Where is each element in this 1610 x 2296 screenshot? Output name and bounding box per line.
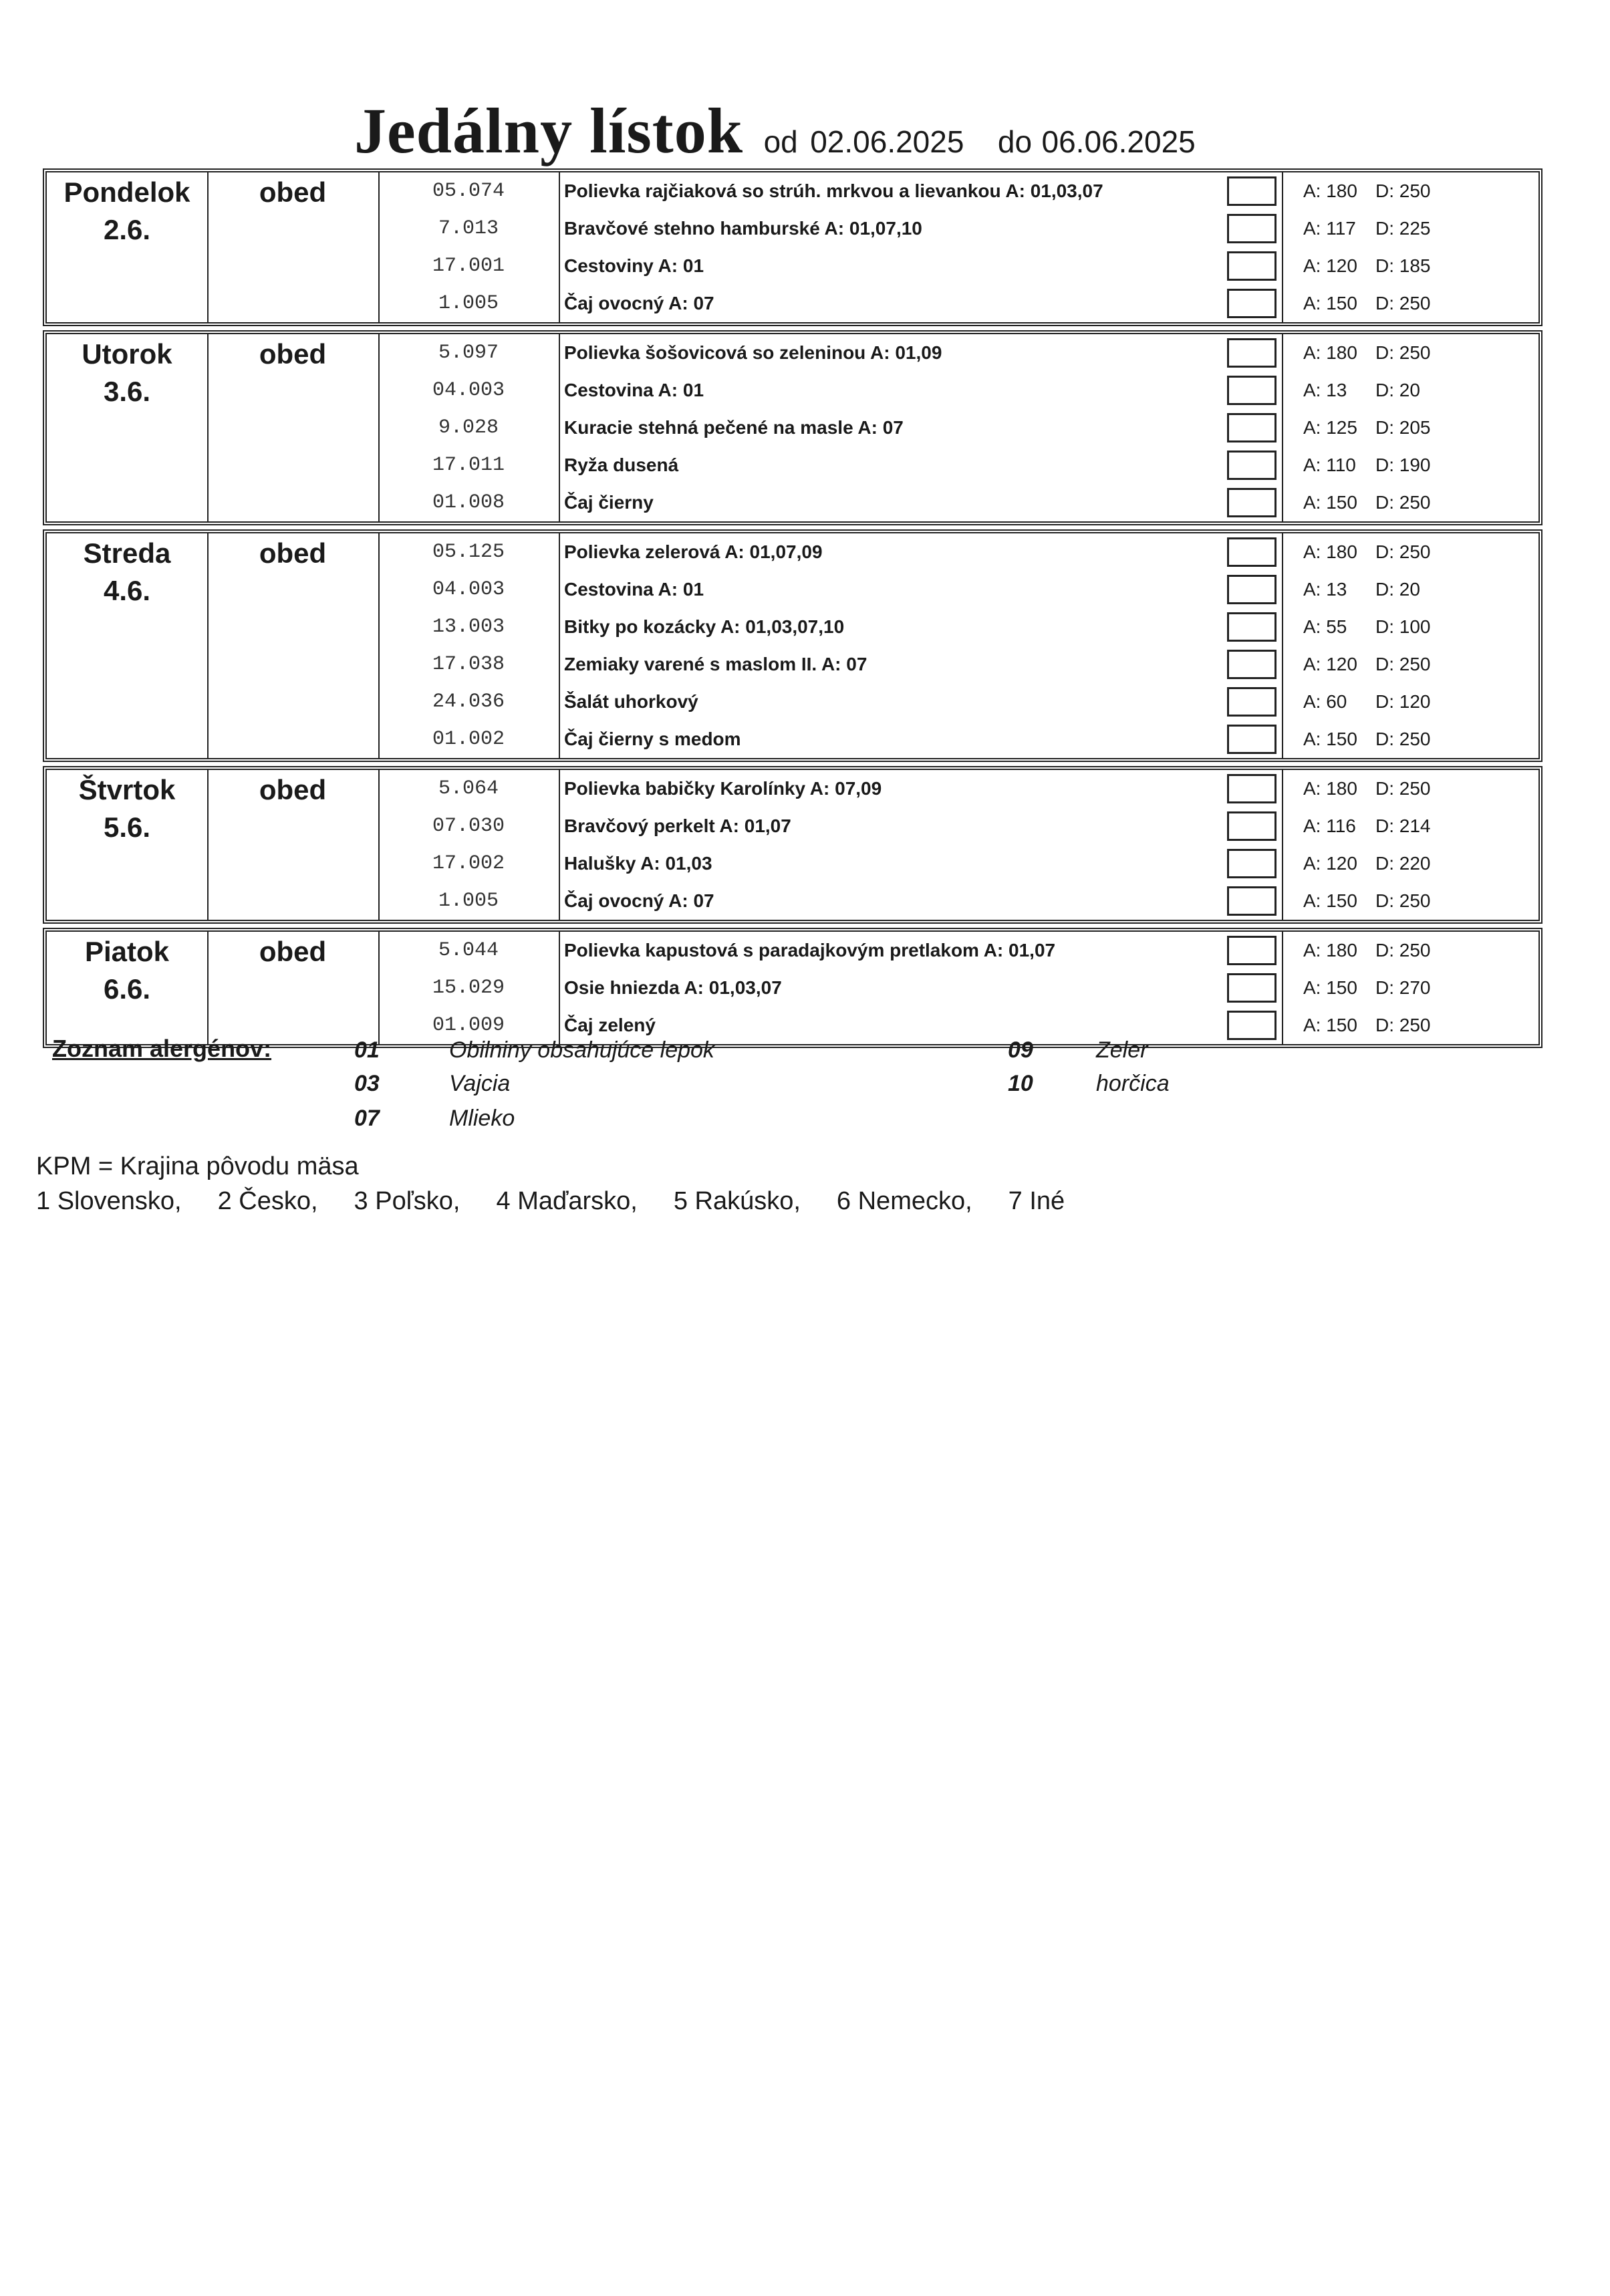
day-date: 4.6. [103, 575, 151, 606]
kpm-definition: KPM = Krajina pôvodu mäsa [36, 1152, 359, 1180]
to-label: do [997, 124, 1033, 159]
portion-adult: A: 150 [1303, 890, 1357, 911]
order-checkbox[interactable] [1227, 214, 1277, 243]
portion-sizes [1303, 882, 1431, 920]
order-checkbox[interactable] [1227, 725, 1277, 754]
portion-adult: A: 180 [1303, 940, 1357, 961]
portion-child: D: 214 [1375, 815, 1431, 836]
day-cell [47, 334, 209, 521]
dish-name: Osie hniezda A: 01,03,07 [564, 977, 782, 998]
portion-sizes [1303, 172, 1431, 210]
item-code: 15.029 [378, 969, 560, 1007]
menu-item-row [378, 409, 1538, 447]
portion-child: D: 100 [1375, 616, 1431, 637]
menu-item-row [378, 210, 1538, 247]
dish-name: Cestovina A: 01 [564, 579, 704, 600]
day-cell [47, 932, 209, 1044]
menu-item-row [378, 571, 1538, 608]
meal-cell [207, 932, 380, 1044]
meal-type: obed [259, 338, 327, 370]
portion-adult: A: 116 [1303, 815, 1356, 836]
order-checkbox[interactable] [1227, 338, 1277, 368]
column-divider [1282, 770, 1283, 807]
kpm-country: 5 Rakúsko, [673, 1187, 801, 1215]
dish-name: Čaj zelený [564, 1015, 656, 1035]
meal-cell [207, 770, 380, 920]
portion-sizes [1303, 770, 1431, 807]
day-name: Streda [83, 537, 171, 569]
portion-adult: A: 150 [1303, 729, 1357, 749]
dish-name: Halušky A: 01,03 [564, 853, 712, 874]
allergen-code: 01 [354, 1037, 380, 1063]
order-checkbox[interactable] [1227, 488, 1277, 517]
order-checkbox[interactable] [1227, 849, 1277, 878]
dish-name: Čaj čierny [564, 492, 654, 513]
allergen-name: horčica [1096, 1071, 1170, 1096]
day-name: Piatok [84, 936, 170, 967]
kpm-country: 1 Slovensko, [36, 1187, 182, 1215]
column-divider [1282, 334, 1283, 372]
day-date: 3.6. [103, 376, 151, 407]
portion-child: D: 205 [1375, 417, 1431, 438]
portion-child: D: 190 [1375, 455, 1431, 475]
portion-sizes [1303, 969, 1431, 1007]
meal-type: obed [259, 936, 327, 967]
item-code: 04.003 [378, 372, 560, 409]
order-checkbox[interactable] [1227, 251, 1277, 281]
allergen-name: Vajcia [449, 1071, 511, 1096]
column-divider [1282, 608, 1283, 646]
menu-table [43, 168, 1542, 1052]
column-divider [1282, 882, 1283, 920]
portion-adult: A: 55 [1303, 616, 1347, 637]
item-code: 05.074 [378, 172, 560, 210]
meal-type: obed [259, 774, 327, 805]
portion-adult: A: 110 [1303, 455, 1356, 475]
portion-child: D: 250 [1375, 541, 1431, 562]
portion-child: D: 250 [1375, 342, 1431, 363]
item-code: 17.038 [378, 646, 560, 683]
menu-item-row [378, 372, 1538, 409]
column-divider [1282, 484, 1283, 521]
portion-sizes [1303, 285, 1431, 322]
column-divider [1282, 646, 1283, 683]
item-code: 07.030 [378, 807, 560, 845]
kpm-country: 4 Maďarsko, [496, 1187, 638, 1215]
item-code: 1.005 [378, 882, 560, 920]
item-code: 9.028 [378, 409, 560, 447]
order-checkbox[interactable] [1227, 774, 1277, 803]
column-divider [1282, 1007, 1283, 1044]
kpm-country: 3 Poľsko, [354, 1187, 460, 1215]
portion-sizes [1303, 447, 1431, 484]
dish-name: Polievka kapustová s paradajkovým pretlakom A: 01,07 [564, 940, 1056, 961]
column-divider [1282, 409, 1283, 447]
order-checkbox[interactable] [1227, 289, 1277, 318]
dish-name: Zemiaky varené s maslom II. A: 07 [564, 654, 867, 674]
item-code: 04.003 [378, 571, 560, 608]
menu-item-row [378, 334, 1538, 372]
portion-adult: A: 150 [1303, 293, 1357, 313]
dish-name: Ryža dusená [564, 455, 679, 475]
item-code: 5.097 [378, 334, 560, 372]
day-name: Utorok [82, 338, 172, 370]
portion-adult: A: 180 [1303, 180, 1357, 201]
menu-item-row [378, 646, 1538, 683]
column-divider [1282, 969, 1283, 1007]
day-block [43, 168, 1542, 326]
kpm-country-list [36, 1187, 1101, 1216]
portion-sizes [1303, 571, 1420, 608]
portion-adult: A: 13 [1303, 579, 1347, 600]
column-divider [1282, 845, 1283, 882]
meal-cell [207, 334, 380, 521]
portion-adult: A: 150 [1303, 492, 1357, 513]
item-code: 01.002 [378, 721, 560, 758]
menu-item-row [378, 484, 1538, 521]
allergen-list-title: Zoznam alergénov: [52, 1035, 272, 1062]
day-block [43, 330, 1542, 525]
portion-child: D: 185 [1375, 255, 1431, 276]
order-checkbox[interactable] [1227, 973, 1277, 1003]
portion-adult: A: 150 [1303, 1015, 1357, 1035]
column-divider [1282, 932, 1283, 969]
menu-item-row [378, 608, 1538, 646]
allergen-name: Obilniny obsahujúce lepok [449, 1037, 714, 1063]
portion-adult: A: 60 [1303, 691, 1347, 712]
portion-adult: A: 150 [1303, 977, 1357, 998]
dish-name: Bitky po kozácky A: 01,03,07,10 [564, 616, 845, 637]
day-block [43, 928, 1542, 1048]
portion-adult: A: 13 [1303, 380, 1347, 400]
order-checkbox[interactable] [1227, 936, 1277, 965]
dish-name: Čaj ovocný A: 07 [564, 890, 714, 911]
dish-name: Polievka šošovicová so zeleninou A: 01,09 [564, 342, 942, 363]
dish-name: Čaj ovocný A: 07 [564, 293, 714, 313]
portion-adult: A: 180 [1303, 778, 1357, 799]
portion-adult: A: 120 [1303, 654, 1357, 674]
menu-item-row [378, 447, 1538, 484]
column-divider [1282, 807, 1283, 845]
item-code: 1.005 [378, 285, 560, 322]
portion-child: D: 250 [1375, 729, 1431, 749]
portion-child: D: 250 [1375, 293, 1431, 313]
portion-sizes [1303, 646, 1431, 683]
menu-item-row [378, 683, 1538, 721]
allergen-code: 10 [1008, 1071, 1033, 1096]
order-checkbox[interactable] [1227, 1011, 1277, 1040]
header [354, 94, 1196, 174]
order-checkbox[interactable] [1227, 413, 1277, 442]
allergen-name: Mlieko [449, 1106, 515, 1131]
day-cell [47, 533, 209, 758]
portion-adult: A: 180 [1303, 541, 1357, 562]
portion-child: D: 220 [1375, 853, 1431, 874]
portion-child: D: 120 [1375, 691, 1431, 712]
from-date: 02.06.2025 [810, 124, 964, 159]
dish-name: Cestoviny A: 01 [564, 255, 704, 276]
portion-adult: A: 117 [1303, 218, 1356, 239]
menu-item-row [378, 932, 1538, 969]
kpm-country: 7 Iné [1008, 1187, 1065, 1215]
item-code: 5.044 [378, 932, 560, 969]
kpm-country: 2 Česko, [217, 1187, 318, 1215]
item-code: 7.013 [378, 210, 560, 247]
menu-item-row [378, 969, 1538, 1007]
dish-name: Polievka zelerová A: 01,07,09 [564, 541, 823, 562]
column-divider [1282, 285, 1283, 322]
dish-name: Čaj čierny s medom [564, 729, 741, 749]
column-divider [1282, 721, 1283, 758]
portion-child: D: 20 [1375, 380, 1420, 400]
item-code: 01.009 [378, 1007, 560, 1044]
dish-name: Bravčový perkelt A: 01,07 [564, 815, 791, 836]
order-checkbox[interactable] [1227, 575, 1277, 604]
item-code: 01.008 [378, 484, 560, 521]
column-divider [1282, 210, 1283, 247]
portion-sizes [1303, 807, 1431, 845]
portion-child: D: 20 [1375, 579, 1420, 600]
menu-item-row [378, 285, 1538, 322]
item-code: 17.002 [378, 845, 560, 882]
menu-item-row [378, 807, 1538, 845]
day-cell [47, 770, 209, 920]
column-divider [1282, 247, 1283, 285]
dish-name: Bravčové stehno hamburské A: 01,07,10 [564, 218, 922, 239]
page-title: Jedálny lístok [354, 95, 744, 166]
dish-name: Cestovina A: 01 [564, 380, 704, 400]
portion-sizes [1303, 683, 1431, 721]
allergen-name: Zeler [1096, 1037, 1148, 1063]
day-name: Pondelok [63, 176, 190, 208]
portion-child: D: 250 [1375, 492, 1431, 513]
portion-sizes [1303, 721, 1431, 758]
portion-adult: A: 125 [1303, 417, 1357, 438]
allergen-code: 07 [354, 1106, 380, 1131]
portion-child: D: 250 [1375, 890, 1431, 911]
day-block [43, 529, 1542, 762]
column-divider [1282, 571, 1283, 608]
column-divider [1282, 533, 1283, 571]
dish-name: Polievka babičky Karolínky A: 07,09 [564, 778, 882, 799]
portion-sizes [1303, 210, 1431, 247]
meal-type: obed [259, 537, 327, 569]
portion-child: D: 270 [1375, 977, 1431, 998]
portion-sizes [1303, 484, 1431, 521]
day-name: Štvrtok [78, 774, 176, 805]
portion-child: D: 250 [1375, 180, 1431, 201]
from-label: od [763, 124, 798, 159]
menu-item-row [378, 721, 1538, 758]
order-checkbox[interactable] [1227, 376, 1277, 405]
portion-child: D: 250 [1375, 1015, 1431, 1035]
item-code: 17.011 [378, 447, 560, 484]
day-block [43, 766, 1542, 924]
menu-item-row [378, 770, 1538, 807]
portion-child: D: 250 [1375, 654, 1431, 674]
menu-item-row [378, 533, 1538, 571]
meal-cell [207, 533, 380, 758]
column-divider [1282, 172, 1283, 210]
order-checkbox[interactable] [1227, 886, 1277, 916]
item-code: 05.125 [378, 533, 560, 571]
menu-item-row [378, 845, 1538, 882]
order-checkbox[interactable] [1227, 650, 1277, 679]
portion-sizes [1303, 247, 1431, 285]
column-divider [1282, 372, 1283, 409]
portion-sizes [1303, 932, 1431, 969]
portion-adult: A: 180 [1303, 342, 1357, 363]
day-cell [47, 172, 209, 322]
portion-child: D: 250 [1375, 940, 1431, 961]
portion-sizes [1303, 372, 1420, 409]
order-checkbox[interactable] [1227, 176, 1277, 206]
order-checkbox[interactable] [1227, 612, 1277, 642]
portion-child: D: 225 [1375, 218, 1431, 239]
dish-name: Polievka rajčiaková so strúh. mrkvou a lievankou A: 01,03,07 [564, 180, 1103, 201]
day-date: 2.6. [103, 214, 151, 245]
column-divider [1282, 447, 1283, 484]
order-checkbox[interactable] [1227, 537, 1277, 567]
to-date: 06.06.2025 [1041, 124, 1196, 159]
order-checkbox[interactable] [1227, 811, 1277, 841]
day-date: 6.6. [103, 973, 151, 1005]
menu-item-row [378, 247, 1538, 285]
portion-adult: A: 120 [1303, 255, 1357, 276]
portion-sizes [1303, 845, 1431, 882]
allergen-code: 09 [1008, 1037, 1033, 1063]
column-divider [1282, 683, 1283, 721]
item-code: 13.003 [378, 608, 560, 646]
item-code: 17.001 [378, 247, 560, 285]
order-checkbox[interactable] [1227, 451, 1277, 480]
menu-item-row [378, 882, 1538, 920]
portion-sizes [1303, 409, 1431, 447]
day-date: 5.6. [103, 811, 151, 843]
menu-item-row [378, 172, 1538, 210]
meal-type: obed [259, 176, 327, 208]
allergen-code: 03 [354, 1071, 380, 1096]
portion-sizes [1303, 533, 1431, 571]
meal-cell [207, 172, 380, 322]
dish-name: Kuracie stehná pečené na masle A: 07 [564, 417, 904, 438]
portion-sizes [1303, 608, 1431, 646]
order-checkbox[interactable] [1227, 687, 1277, 717]
portion-adult: A: 120 [1303, 853, 1357, 874]
portion-sizes [1303, 1007, 1431, 1044]
kpm-country: 6 Nemecko, [836, 1187, 972, 1215]
item-code: 5.064 [378, 770, 560, 807]
portion-sizes [1303, 334, 1431, 372]
portion-child: D: 250 [1375, 778, 1431, 799]
dish-name: Šalát uhorkový [564, 691, 698, 712]
item-code: 24.036 [378, 683, 560, 721]
